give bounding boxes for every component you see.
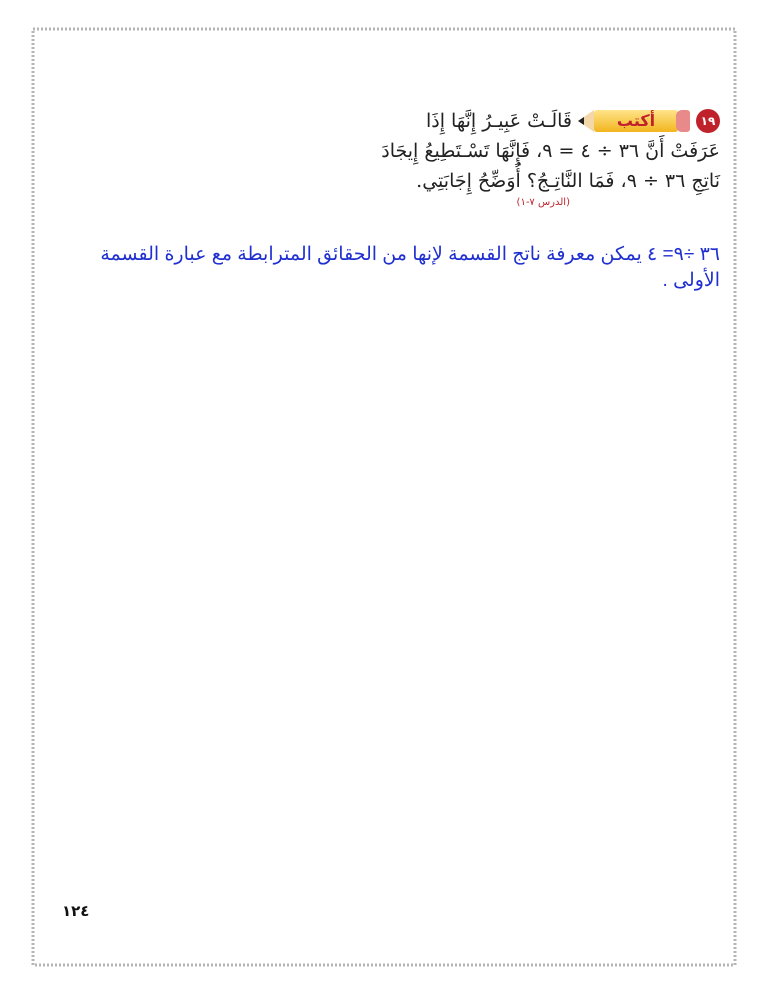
answer-line-1: ٣٦ ÷٩= ٤ يمكن معرفة ناتج القسمة لإنها من الحقائق المترابطة مع عبارة القسمة (100, 244, 720, 265)
question-number: ١٩ (696, 109, 720, 133)
pencil-icon (578, 108, 690, 134)
question-line-1: قَالَـتْ عَبِيـرُ إِنَّهَا إِذَا (426, 110, 572, 132)
question-header (340, 106, 720, 136)
page-number: ١٢٤ (62, 902, 90, 920)
lesson-reference: (الدرس ٧-١) (516, 197, 570, 208)
answer-block (70, 242, 720, 294)
answer-line-2: الأولى . (662, 270, 720, 291)
question-block (340, 106, 720, 210)
question-line-2: عَرَفَتْ أَنَّ ٣٦ ÷ ٤ = ٩، فَإِنَّهَا تَسْـتَطِيعُ إِيجَادَ (381, 140, 720, 162)
question-line-3: نَاتِجِ ٣٦ ÷ ٩، فَمَا النَّاتِـجُ؟ أُوَضِّحُ إِجَابَتِي. (416, 170, 720, 192)
write-tag: أكتب (594, 110, 678, 132)
